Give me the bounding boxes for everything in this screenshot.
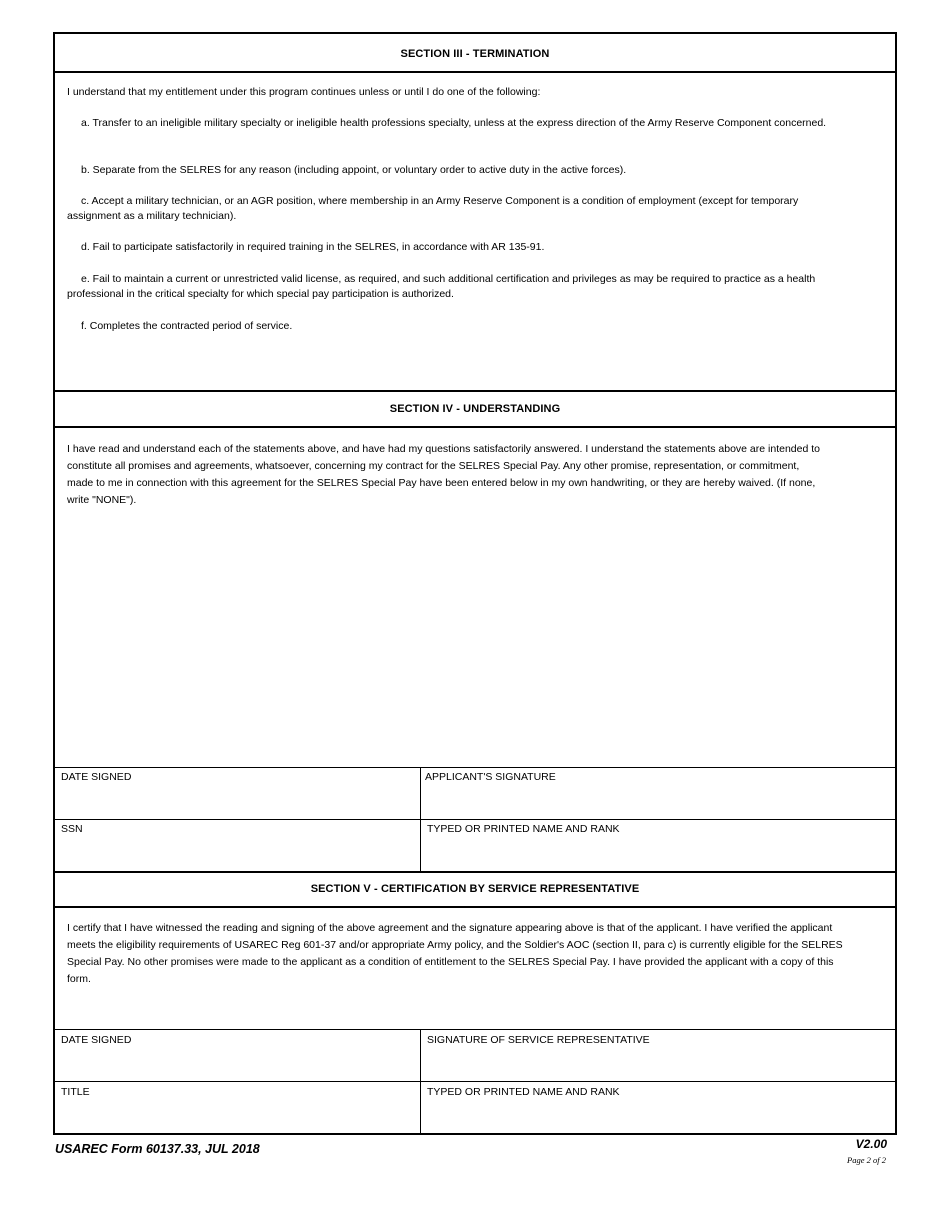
applicant-typed-name-field[interactable] [422,838,894,870]
divider [55,819,895,820]
termination-item-f: f. Completes the contracted period of service. [81,320,293,332]
divider [55,871,895,873]
date-signed-field[interactable] [55,786,419,818]
divider [55,767,895,768]
certification-text: I certify that I have witnessed the reading and signing of the above agreement and the signature appearing above is that of the applicant. I have verified the applicant meets the eligibility requirements of USAREC Reg 601-37 and/or appropriate Army policy, and the Soldier's AOC (section II, para c) is currently eligible for the SELRES Special Pay. No other promises were made to the applicant as a condition of entitlement to the SELRES Special Pay. I have provided the applicant with a copy of this form. [67,922,843,985]
rep-typed-name-label: TYPED OR PRINTED NAME AND RANK [427,1086,620,1098]
ssn-label: SSN [61,823,83,835]
divider [55,906,895,908]
rep-title-field[interactable] [55,1101,419,1133]
rep-typed-name-field[interactable] [422,1101,894,1133]
section-iv-title: SECTION IV - UNDERSTANDING [389,403,561,415]
termination-item-b: b. Separate from the SELRES for any reason (including appoint, or voluntary order to active duty in the active forces). [81,164,627,176]
applicant-signature-label: APPLICANT'S SIGNATURE [425,771,556,783]
page-number: Page 2 of 2 [847,1155,886,1165]
divider [55,390,895,392]
divider [55,1081,895,1082]
rep-signature-field[interactable] [422,1049,894,1081]
termination-item-d: d. Fail to participate satisfactorily in required training in the SELRES, in accordance with AR 135-91. [81,241,545,253]
ssn-field[interactable] [55,838,419,870]
termination-item-a: a. Transfer to an ineligible military specialty or ineligible health professions specialty, unless at the express direction of the Army Reserve Component concerned. [81,117,827,129]
handwritten-promises-area[interactable] [55,514,895,764]
termination-item-c: c. Accept a military technician, or an AGR position, where membership in an Army Reserve Component is a condition of employment (except for temporary assignment as a military technician). [67,195,799,222]
form-version: V2.00 [855,1137,887,1151]
divider [420,1029,421,1135]
divider [55,71,895,73]
rep-signature-label: SIGNATURE OF SERVICE REPRESENTATIVE [427,1034,650,1046]
form-page [53,32,897,1135]
applicant-typed-name-label: TYPED OR PRINTED NAME AND RANK [427,823,620,835]
applicant-signature-field[interactable] [422,786,894,818]
divider [55,1029,895,1030]
section-iii-intro: I understand that my entitlement under this program continues unless or until I do one of the following: [67,86,541,98]
divider [55,426,895,428]
rep-date-signed-field[interactable] [55,1049,419,1081]
understanding-text: I have read and understand each of the statements above, and have had my questions satisfactorily answered. I understand the statements above are intended to constitute all promises and agreements, whatsoever, concerning my contract for the SELRES Special Pay. Any other promise, representation, or commitment, made to me in connection with this agreement for the SELRES Special Pay have been entered below in my own handwriting, or they are hereby waived. (If none, write "NONE"). [67,443,820,506]
form-identifier: USAREC Form 60137.33, JUL 2018 [55,1142,260,1156]
date-signed-label: DATE SIGNED [61,771,132,783]
rep-title-label: TITLE [61,1086,90,1098]
section-v-title: SECTION V - CERTIFICATION BY SERVICE REPRESENTATIVE [310,883,640,895]
termination-item-e: e. Fail to maintain a current or unrestricted valid license, as required, and such additional certification and privileges as may be required to practice as a health professional in the critical specialty for which special pay participation is authorized. [67,273,816,300]
rep-date-signed-label: DATE SIGNED [61,1034,132,1046]
section-iii-title: SECTION III - TERMINATION [400,48,550,60]
